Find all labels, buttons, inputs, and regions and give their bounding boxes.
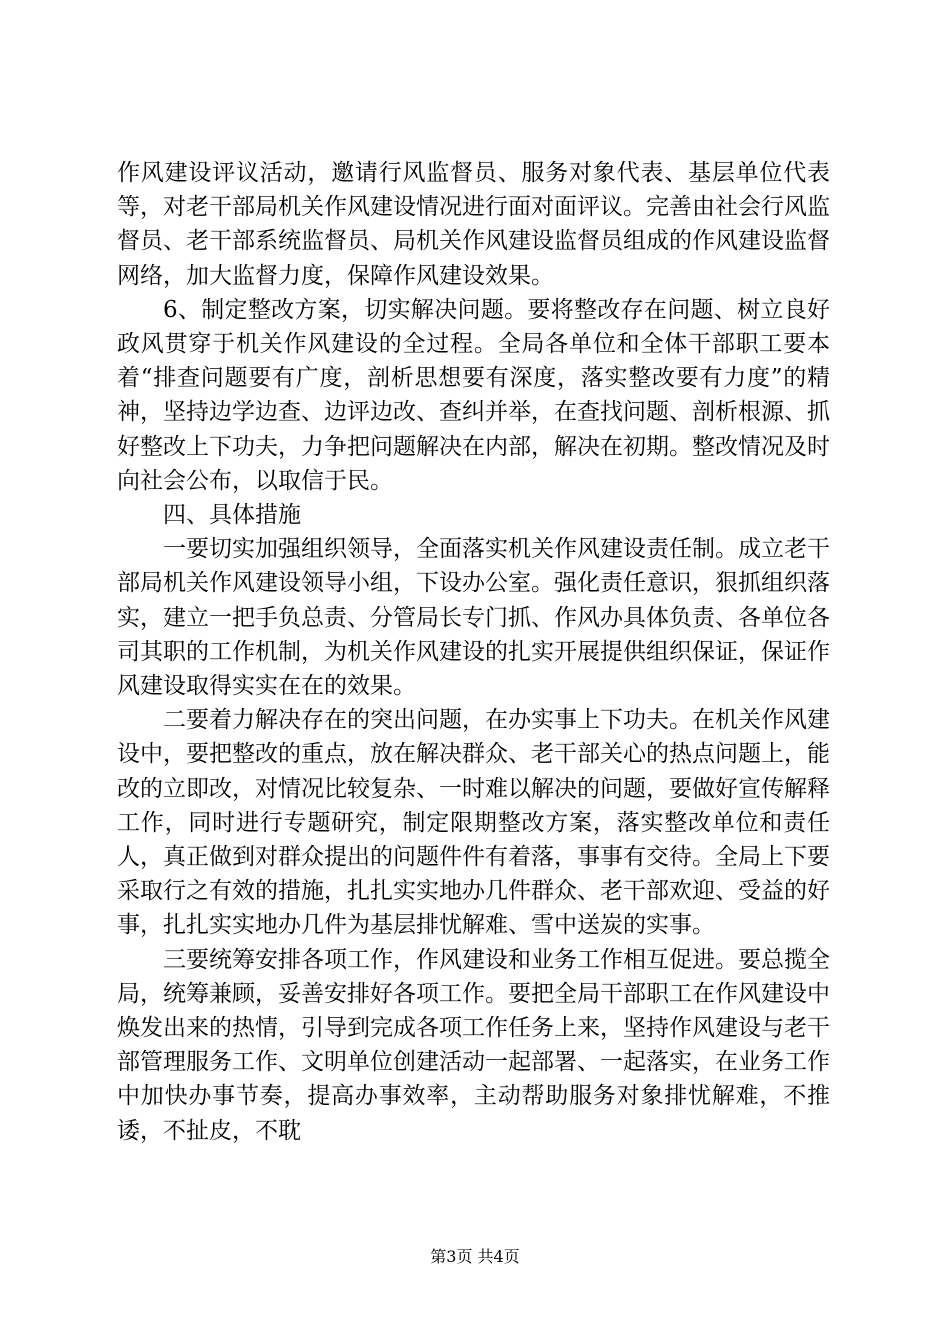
paragraph-measure-1: 一要切实加强组织领导，全面落实机关作风建设责任制。成立老干部局机关作风建设领导小组，下设办公室。强化责任意识，狠抓组织落实，建立一把手负总责、分管局长专门抓、作风办具体负责、各单位各司其职的工作机制，为机关作风建设的扎实开展提供组织保证，保证作风建设取得实实在在的效果。 [117, 536, 830, 700]
section-heading-measures: 四、具体措施 [163, 502, 301, 529]
paragraph-continuation: 作风建设评议活动，邀请行风监督员、服务对象代表、基层单位代表等，对老干部局机关作风建设情况进行面对面评议。完善由社会行风监督员、老干部系统监督员、局机关作风建设监督员组成的作风建设监督网络，加大监督力度，保障作风建设效果。 [117, 160, 830, 289]
page-number-footer: 第3页 共4页 [430, 1247, 520, 1266]
paragraph-item-6: 6、制定整改方案，切实解决问题。要将整改存在问题、树立良好政风贯穿于机关作风建设的全过程。全局各单位和全体干部职工要本着“排查问题要有广度，剖析思想要有深度，落实整改要有力度”的精神，坚持边学边查、边评边改、查纠并举，在查找问题、剖析根源、抓好整改上下功夫，力争把问题解决在内部，解决在初期。整改情况及时向社会公布，以取信于民。 [117, 296, 830, 494]
document-body [117, 156, 830, 1148]
paragraph-measure-2: 二要着力解决存在的突出问题，在办实事上下功夫。在机关作风建设中，要把整改的重点，放在解决群众、老干部关心的热点问题上，能改的立即改，对情况比较复杂、一时难以解决的问题，要做好宣传解释工作，同时进行专题研究，制定限期整改方案，落实整改单位和责任人，真正做到对群众提出的问题件件有着落，事事有交待。全局上下要采取行之有效的措施，扎扎实实地办几件群众、老干部欢迎、受益的好事，扎扎实实地办几件为基层排忧解难、雪中送炭的实事。 [117, 707, 830, 939]
paragraph-measure-3: 三要统筹安排各项工作，作风建设和业务工作相互促进。要总揽全局，统筹兼顾，妥善安排好各项工作。要把全局干部职工在作风建设中焕发出来的热情，引导到完成各项工作任务上来，坚持作风建设与老干部管理服务工作、文明单位创建活动一起部署、一起落实，在业务工作中加快办事节奏，提高办事效率，主动帮助服务对象排忧解难，不推诿，不扯皮，不耽 [117, 946, 830, 1144]
